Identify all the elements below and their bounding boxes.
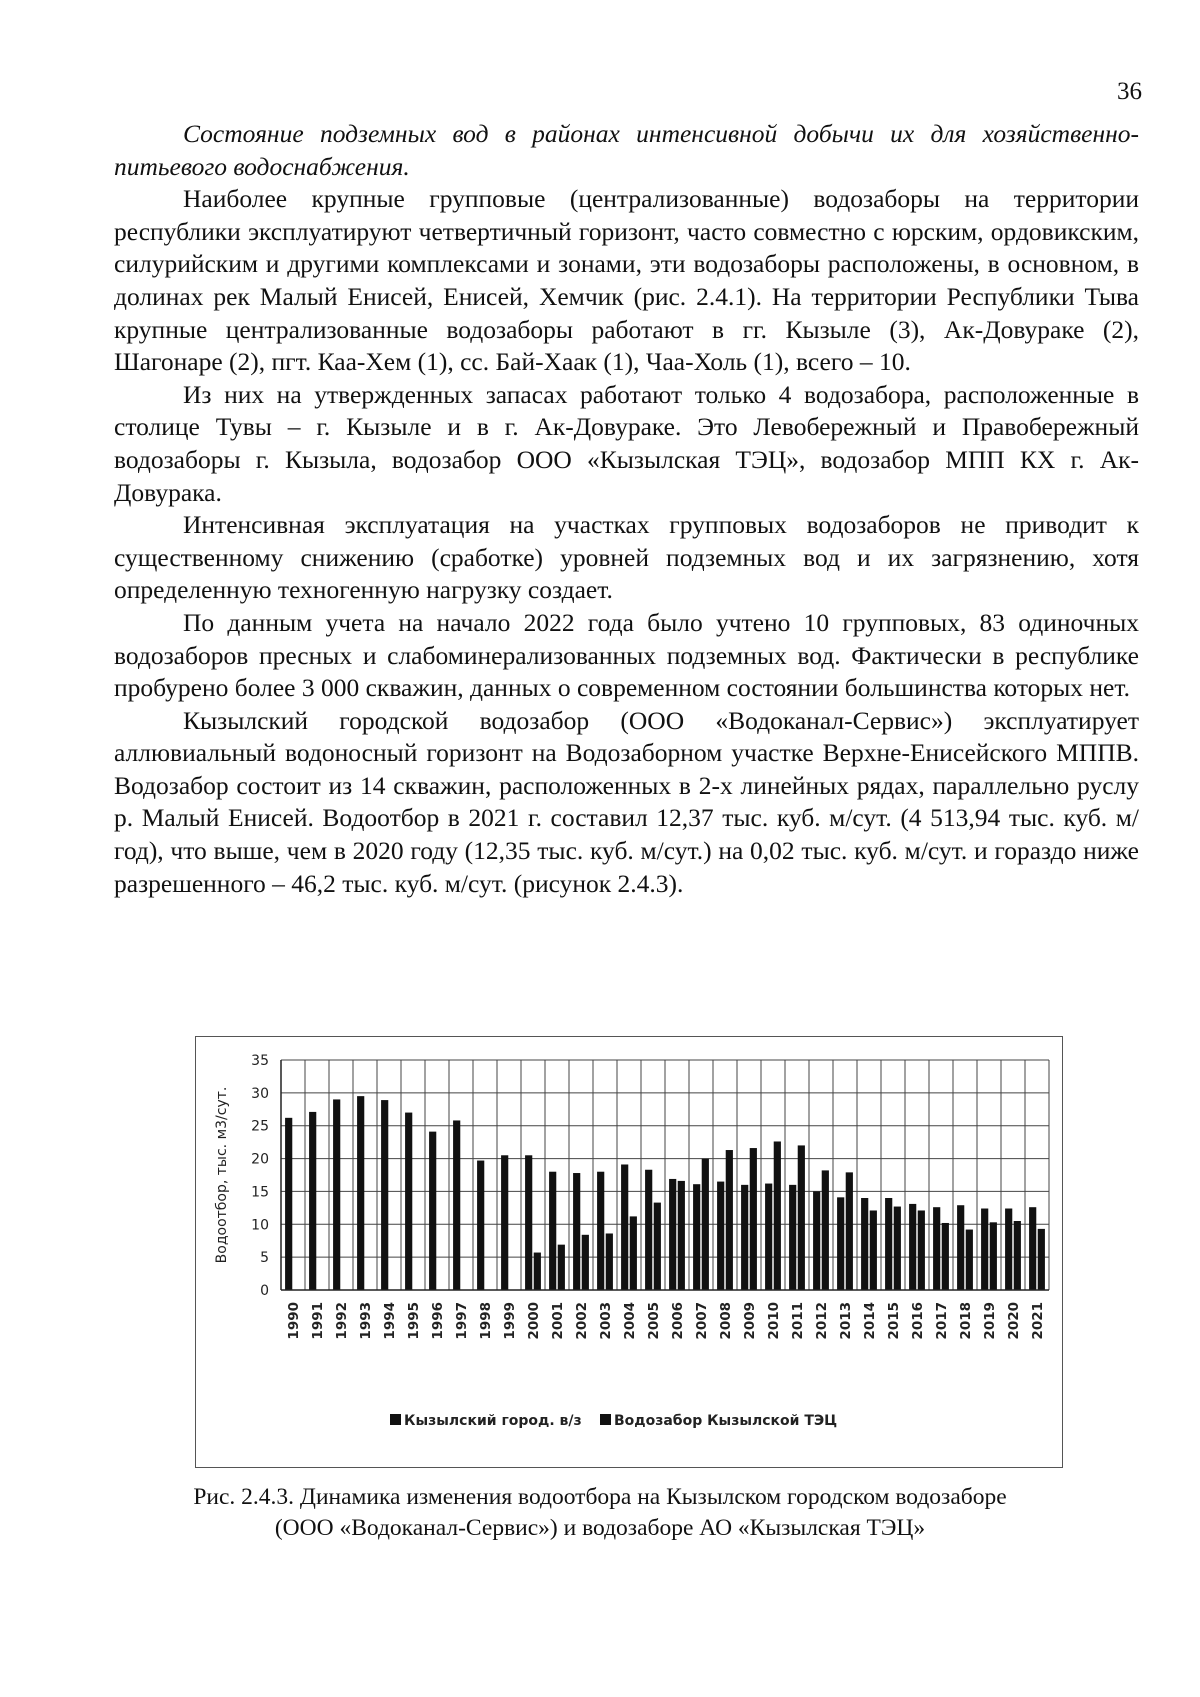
x-tick-label-2003: 2003 (598, 1302, 614, 1340)
caption-line-2: (ООО «Водоканал-Сервис») и водозаборе АО «Кызылская ТЭЦ» (274, 1515, 926, 1541)
bar-tpp-2009 (750, 1148, 757, 1290)
caption-line-1: Рис. 2.4.3. Динамика изменения водоотбора на Кызылском городском водозаборе (193, 1484, 1007, 1510)
bar-tpp-2004 (630, 1216, 637, 1290)
legend-label-tpp: Водозабор Кызылской ТЭЦ (614, 1413, 838, 1429)
bar-city-2000 (525, 1155, 532, 1290)
x-tick-label-2011: 2011 (790, 1302, 806, 1340)
bar-tpp-2018 (966, 1230, 973, 1290)
bar-city-1995 (405, 1113, 412, 1290)
section-heading: Состояние подземных вод в районах интенсивной добычи их для хозяйственно-питьевого водоснабжения. (114, 119, 1139, 181)
x-tick-label-2019: 2019 (982, 1302, 998, 1340)
x-tick-label-2016: 2016 (910, 1302, 926, 1340)
x-tick-label-2001: 2001 (550, 1302, 566, 1340)
bar-tpp-2014 (870, 1210, 877, 1290)
bar-city-1990 (285, 1118, 292, 1290)
paragraph-5: Кызылский городской водозабор (ООО «Водоканал-Сервис») эксплуатирует аллювиальный водоносный горизонт на Водозаборном участке Верхне-Енисейского МППВ. Водозабор состоит из 14 скважин, расположенных в 2-х линейных рядах, параллельно руслу р. Малый Енисей. Водоотбор в 2021 г. составил 12,37 тыс. куб. м/сут. (4 513,94 тыс. куб. м/год), что выше, чем в 2020 году (12,35 тыс. куб. м/сут.) на 0,02 тыс. куб. м/сут. и гораздо ниже разрешенного – 46,2 тыс. куб. м/сут. (рисунок 2.4.3). (114, 705, 1139, 898)
bar-city-1994 (381, 1100, 388, 1290)
bar-city-1998 (477, 1161, 484, 1290)
bar-city-1999 (501, 1155, 508, 1290)
page-number: 36 (1117, 78, 1142, 105)
bar-city-2018 (957, 1205, 964, 1290)
x-tick-label-1991: 1991 (310, 1302, 326, 1340)
bar-tpp-2016 (918, 1210, 925, 1290)
bar-tpp-2008 (726, 1150, 733, 1290)
x-tick-label-1998: 1998 (478, 1302, 494, 1340)
chart-legend (390, 1413, 837, 1429)
x-tick-label-2010: 2010 (766, 1302, 782, 1340)
body-text (114, 118, 1139, 900)
paragraph-2: Из них на утвержденных запасах работают только 4 водозабора, расположенные в столице Тувы – г. Кызыле и в г. Ак-Довураке. Это Левобережный и Правобережный водозаборы г. Кызыла, водозабор ООО «Кызылская ТЭЦ», водозабор МПП КХ г. Ак-Довурака. (114, 379, 1139, 507)
bar-tpp-2013 (846, 1172, 853, 1290)
bar-city-2009 (741, 1185, 748, 1290)
x-tick-label-1990: 1990 (286, 1302, 302, 1340)
bar-tpp-2012 (822, 1170, 829, 1290)
y-tick-label: 0 (260, 1283, 269, 1299)
bar-city-2015 (885, 1198, 892, 1290)
figure-caption (0, 1482, 1200, 1544)
bar-tpp-2005 (654, 1203, 661, 1290)
x-tick-label-2007: 2007 (694, 1302, 710, 1340)
bar-city-2021 (1029, 1207, 1036, 1290)
x-tick-label-1997: 1997 (454, 1302, 470, 1340)
bar-city-2010 (765, 1184, 772, 1290)
paragraph-1: Наиболее крупные групповые (централизованные) водозаборы на территории республики эксплуатируют четвертичный горизонт, часто совместно с юрским, ордовикским, силурийским и другими комплексами и зонами, эти водозаборы расположены, в основном, в долинах рек Малый Енисей, Енисей, Хемчик (рис. 2.4.1). На территории Республики Тыва крупные централизованные водозаборы работают в гг. Кызыле (3), Ак-Довураке (2), Шагонаре (2), пгт. Каа-Хем (1), сс. Бай-Хаак (1), Чаа-Холь (1), всего – 10. (114, 184, 1139, 377)
bar-city-2004 (621, 1164, 628, 1290)
x-tick-label-2017: 2017 (934, 1302, 950, 1340)
x-tick-label-1996: 1996 (430, 1302, 446, 1340)
bar-city-2019 (981, 1209, 988, 1290)
bar-city-2001 (549, 1172, 556, 1290)
x-tick-label-2018: 2018 (958, 1302, 974, 1340)
bar-city-2013 (837, 1197, 844, 1290)
y-tick-label: 15 (251, 1184, 269, 1201)
paragraph-3: Интенсивная эксплуатация на участках групповых водозаборов не приводит к существенному снижению (сработке) уровней подземных вод и их загрязнению, хотя определенную техногенную нагрузку создает. (114, 510, 1139, 605)
chart-figure (195, 1036, 1063, 1468)
bar-city-2016 (909, 1204, 916, 1290)
x-tick-label-2021: 2021 (1030, 1302, 1046, 1340)
y-tick-label: 5 (260, 1250, 269, 1267)
bar-city-2017 (933, 1207, 940, 1290)
bar-city-2011 (789, 1185, 796, 1290)
bar-tpp-2002 (582, 1235, 589, 1290)
bar-city-1993 (357, 1096, 364, 1290)
x-tick-label-2020: 2020 (1006, 1302, 1022, 1340)
y-tick-label: 10 (251, 1217, 269, 1234)
x-tick-label-2014: 2014 (862, 1302, 878, 1340)
bar-tpp-2019 (990, 1222, 997, 1290)
x-tick-label-2006: 2006 (670, 1302, 686, 1340)
bar-chart (196, 1037, 1062, 1467)
bar-tpp-2011 (798, 1145, 805, 1290)
x-tick-label-2013: 2013 (838, 1302, 854, 1340)
bar-tpp-2007 (702, 1159, 709, 1290)
y-tick-label: 30 (251, 1085, 269, 1102)
legend-swatch-tpp (600, 1414, 611, 1425)
bar-city-2012 (813, 1191, 820, 1290)
x-tick-label-2008: 2008 (718, 1302, 734, 1340)
y-tick-label: 35 (251, 1053, 269, 1069)
paragraph-4: По данным учета на начало 2022 года было учтено 10 групповых, 83 одиночных водозаборов пресных и слабоминерализованных подземных вод. Фактически в республике пробурено более 3 000 скважин, данных о современном состоянии большинства которых нет. (114, 607, 1139, 703)
bar-tpp-2006 (678, 1181, 685, 1290)
bar-city-2007 (693, 1184, 700, 1290)
x-tick-label-1999: 1999 (502, 1302, 518, 1340)
bar-city-1997 (453, 1120, 460, 1290)
bar-tpp-2003 (606, 1233, 613, 1290)
y-tick-label: 20 (251, 1151, 269, 1168)
bar-city-2003 (597, 1172, 604, 1290)
x-tick-label-2015: 2015 (886, 1302, 902, 1340)
bar-city-2020 (1005, 1209, 1012, 1290)
bar-tpp-2010 (774, 1141, 781, 1290)
bar-city-1992 (333, 1099, 340, 1290)
bar-city-1991 (309, 1112, 316, 1290)
bar-city-2014 (861, 1198, 868, 1290)
x-tick-label-2000: 2000 (526, 1302, 542, 1340)
bar-tpp-2001 (558, 1245, 565, 1290)
x-tick-label-2004: 2004 (622, 1302, 638, 1340)
bar-tpp-2015 (894, 1207, 901, 1290)
bar-tpp-2000 (534, 1253, 541, 1290)
x-tick-label-2005: 2005 (646, 1302, 662, 1340)
legend-label-city: Кызылский город. в/з (404, 1413, 582, 1429)
legend-swatch-city (390, 1414, 401, 1425)
bar-tpp-2021 (1038, 1229, 1045, 1290)
x-tick-label-1992: 1992 (334, 1302, 350, 1340)
x-tick-label-2009: 2009 (742, 1302, 758, 1340)
x-tick-label-1993: 1993 (358, 1302, 374, 1340)
x-tick-label-2002: 2002 (574, 1302, 590, 1340)
x-tick-label-1995: 1995 (406, 1302, 422, 1340)
x-tick-label-1994: 1994 (382, 1302, 398, 1340)
bar-city-2005 (645, 1170, 652, 1290)
bar-city-2006 (669, 1179, 676, 1290)
bar-tpp-2020 (1014, 1221, 1021, 1290)
y-axis-title: Водоотбор, тыс. м3/сут. (214, 1086, 230, 1264)
y-tick-label: 25 (251, 1118, 269, 1135)
bar-city-1996 (429, 1132, 436, 1290)
bar-city-2002 (573, 1173, 580, 1290)
bar-city-2008 (717, 1182, 724, 1290)
bar-tpp-2017 (942, 1223, 949, 1290)
x-tick-label-2012: 2012 (814, 1302, 830, 1340)
